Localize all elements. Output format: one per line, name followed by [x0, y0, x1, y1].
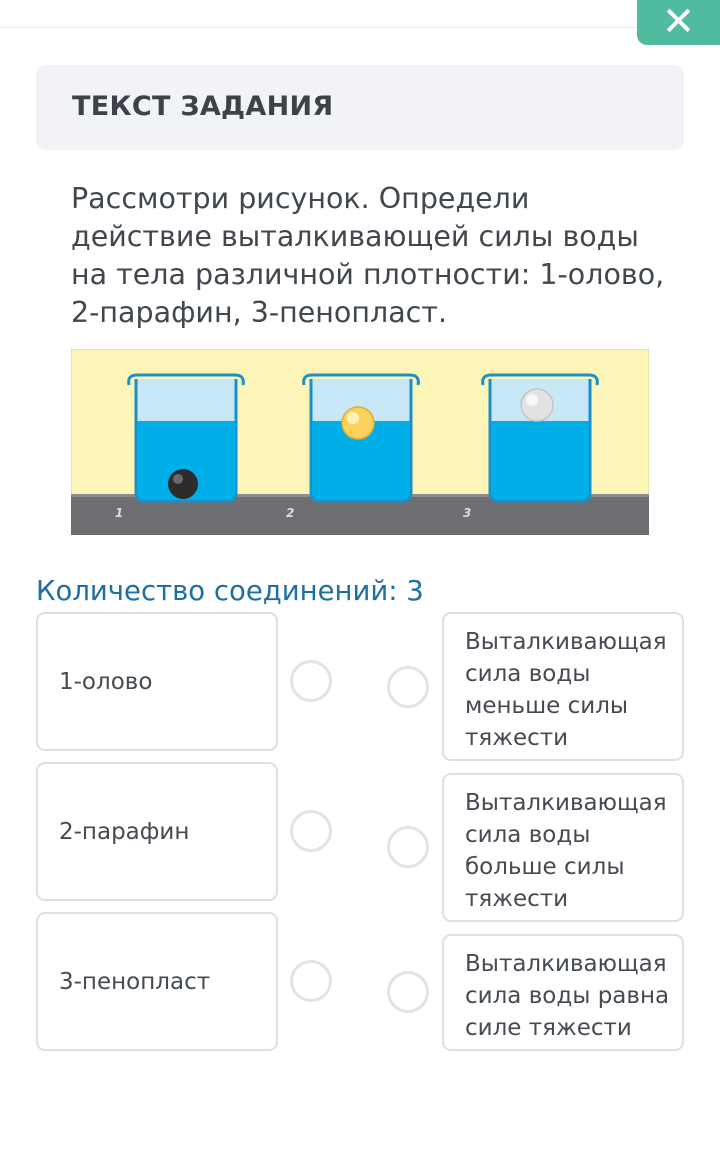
close-button[interactable] — [637, 0, 720, 45]
foam-ball — [521, 389, 553, 421]
left-connector-3[interactable] — [290, 960, 332, 1002]
right-card-label: Выталкивающая сила воды больше силы тяжести — [465, 790, 667, 912]
right-connector-2[interactable] — [387, 826, 429, 868]
left-card-tin[interactable] — [36, 612, 278, 751]
right-card-label: Выталкивающая сила воды равна силе тяжести — [465, 951, 670, 1041]
right-connector-3[interactable] — [387, 971, 429, 1013]
left-card-label: 2-парафин — [59, 818, 190, 845]
top-divider — [0, 27, 720, 28]
right-card-label: Выталкивающая сила воды меньше силы тяжести — [465, 629, 667, 751]
task-header — [36, 65, 684, 150]
beaker-label-2: 2 — [286, 506, 295, 520]
beaker-label-3: 3 — [463, 506, 472, 520]
left-card-label: 3-пенопласт — [59, 968, 211, 995]
beaker-label-1: 1 — [115, 506, 124, 520]
left-connector-1[interactable] — [290, 660, 332, 702]
task-header-title: ТЕКСТ ЗАДАНИЯ — [72, 91, 334, 122]
beaker-3 — [483, 375, 598, 501]
left-card-foam[interactable] — [36, 912, 278, 1051]
paraffin-ball — [342, 407, 374, 439]
beaker-1 — [129, 375, 244, 501]
close-icon: ✕ — [661, 0, 696, 45]
tin-ball — [168, 469, 198, 499]
right-card-equal[interactable] — [442, 934, 684, 1051]
right-connector-1[interactable] — [387, 666, 429, 708]
left-card-paraffin[interactable] — [36, 762, 278, 901]
connections-count: Количество соединений: 3 — [36, 575, 424, 607]
beaker-2 — [304, 375, 419, 501]
left-card-label: 1-олово — [59, 668, 153, 695]
right-card-greater[interactable] — [442, 773, 684, 922]
beakers-figure — [71, 349, 649, 535]
right-card-less[interactable] — [442, 612, 684, 761]
left-connector-2[interactable] — [290, 810, 332, 852]
question-text: Рассмотри рисунок. Определи действие выталкивающей силы воды на тела различной плотности: 1-олово, 2-парафин, 3-пенопласт. — [71, 182, 665, 329]
